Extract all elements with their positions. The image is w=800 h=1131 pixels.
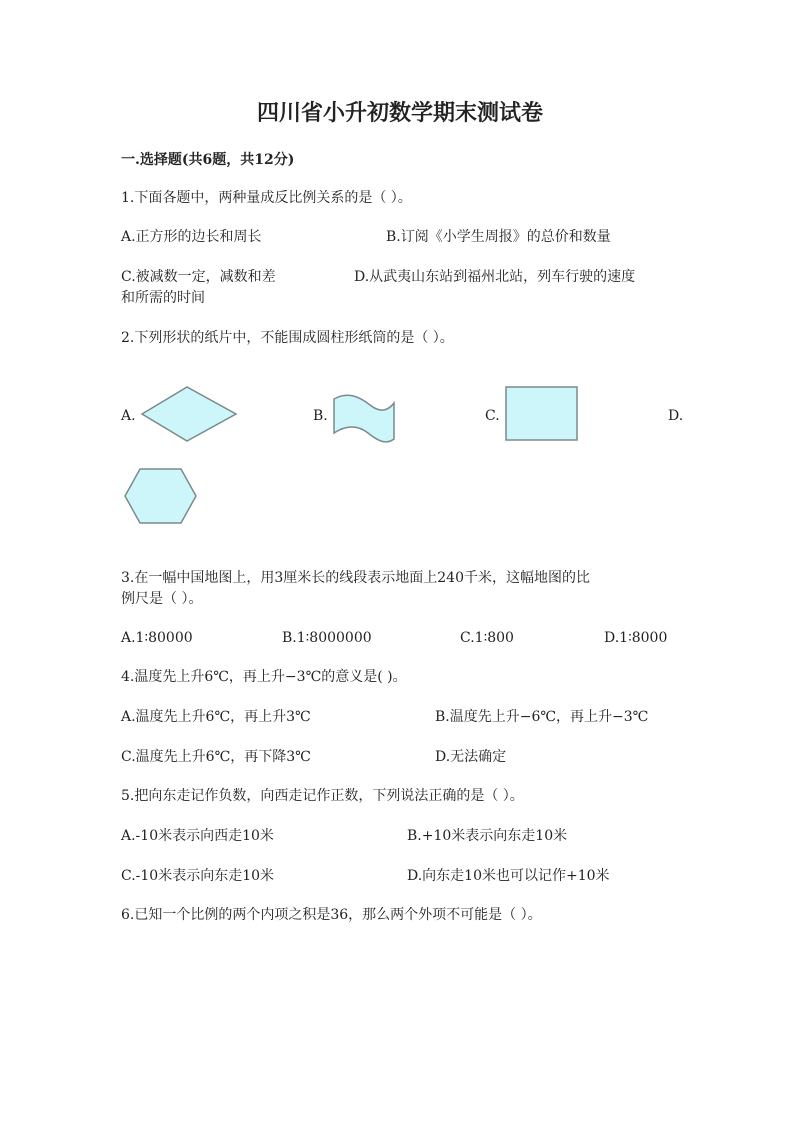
hexagon-icon [123, 466, 199, 526]
question-4-option-a: A.温度先上升6℃，再上升3℃ [121, 709, 311, 725]
wavy-flag-icon [330, 393, 398, 445]
question-5-option-a: A.-10米表示向西走10米 [121, 828, 274, 844]
question-5-option-d: D.向东走10米也可以记作+10米 [407, 868, 610, 884]
question-4-stem: 4.温度先上升6℃，再上升−3℃的意义是( )。 [121, 669, 407, 685]
question-4-option-c: C.温度先上升6℃，再下降3℃ [121, 749, 311, 765]
question-3-stem-continued: 例尺是（ ）。 [121, 591, 203, 607]
section-heading: 一.选择题(共6题，共12分) [121, 152, 295, 168]
question-2-option-c: C. [485, 408, 500, 424]
question-2-option-a: A. [121, 408, 136, 424]
page-title: 四川省小升初数学期末测试卷 [256, 100, 543, 126]
rectangle-icon [504, 385, 580, 443]
question-5-option-c: C.-10米表示向东走10米 [121, 868, 275, 884]
question-1-option-a: A.正方形的边长和周长 [121, 229, 262, 245]
question-4-option-b: B.温度先上升−6℃，再上升−3℃ [435, 709, 649, 725]
rhombus-icon [140, 385, 240, 445]
question-1-option-b: B.订阅《小学生周报》的总价和数量 [386, 229, 611, 245]
question-3-option-a: A.1∶80000 [121, 630, 193, 646]
question-2-option-b: B. [313, 408, 328, 424]
question-1-option-d-continued: 和所需的时间 [121, 290, 205, 306]
question-1-stem: 1.下面各题中，两种量成反比例关系的是（ ）。 [121, 190, 412, 206]
question-3-option-d: D.1∶8000 [604, 630, 668, 646]
question-1-option-d: D.从武夷山东站到福州北站，列车行驶的速度 [354, 269, 636, 285]
question-1-option-c: C.被减数一定，减数和差 [121, 269, 276, 285]
question-5-option-b: B.+10米表示向东走10米 [407, 828, 568, 844]
question-5-stem: 5.把向东走记作负数，向西走记作正数，下列说法正确的是（ ）。 [121, 788, 524, 804]
question-4-option-d: D.无法确定 [435, 749, 507, 765]
question-3-option-b: B.1∶8000000 [282, 630, 372, 646]
question-6-stem: 6.已知一个比例的两个内项之积是36，那么两个外项不可能是（ ）。 [121, 907, 542, 923]
question-3-option-c: C.1∶800 [460, 630, 514, 646]
question-2-option-d: D. [668, 408, 684, 424]
question-2-stem: 2.下列形状的纸片中，不能围成圆柱形纸筒的是（ ）。 [121, 330, 454, 346]
question-3-stem: 3.在一幅中国地图上，用3厘米长的线段表示地面上240千米，这幅地图的比 [121, 570, 590, 586]
